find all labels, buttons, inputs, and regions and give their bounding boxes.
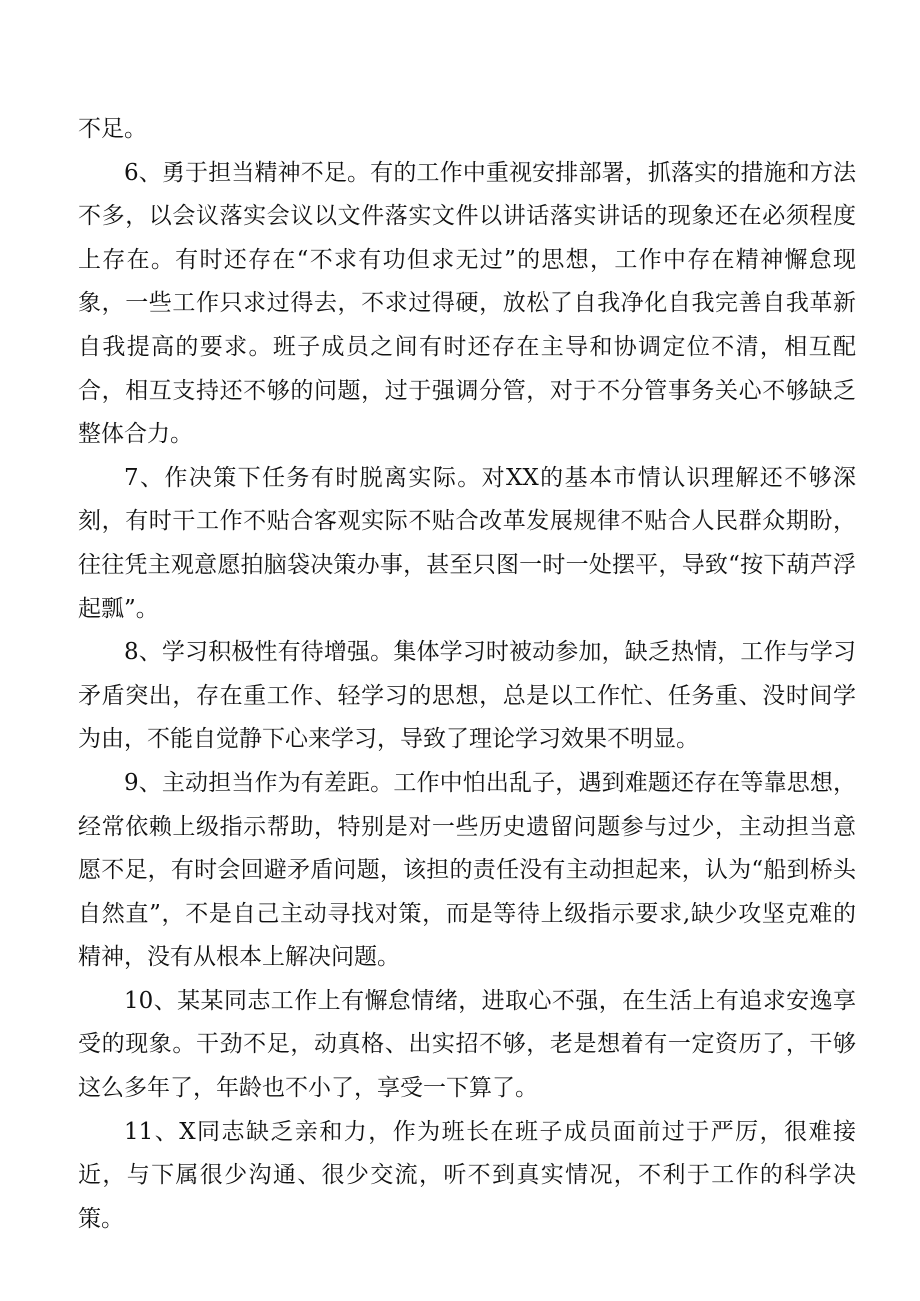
paragraph-continuation: 不足。 xyxy=(78,116,147,142)
paragraph-item-10: 10、某某同志工作上有懈怠情绪，进取心不强，在生活上有追求安逸享受的现象。干劲不足，动真格、出实招不够，老是想着有一定资历了，干够这么多年了，年龄也不小了，享受一下算了。 xyxy=(78,987,856,1102)
document-body xyxy=(78,108,856,1241)
paragraph-item-8: 8、学习积极性有待增强。集体学习时被动参加，缺乏热情，工作与学习矛盾突出，存在重工作、轻学习的思想，总是以工作忙、任务重、没时间学为由，不能自觉静下心来学习，导致了理论学习效果不明显。 xyxy=(78,639,856,753)
paragraph-item-6: 6、勇于担当精神不足。有的工作中重视安排部署，抓落实的措施和方法不多，以会议落实会议以文件落实文件以讲话落实讲话的现象还在必须程度上存在。有时还存在“不求有功但求无过”的思想，工作中存在精神懈怠现象，一些工作只求过得去，不求过得硬，放松了自我净化自我完善自我革新自我提高的要求。班子成员之间有时还存在主导和协调定位不清，相互配合，相互支持还不够的问题，过于强调分管，对于不分管事务关心不够缺乏整体合力。 xyxy=(78,159,856,448)
paragraph-item-9: 9、主动担当作为有差距。工作中怕出乱子，遇到难题还存在等靠思想，经常依赖上级指示帮助，特别是对一些历史遗留问题参与过少，主动担当意愿不足，有时会回避矛盾问题，该担的责任没有主动担起来，认为“船到桥头自然直”，不是自己主动寻找对策，而是等待上级指示要求,缺少攻坚克难的精神，没有从根本上解决问题。 xyxy=(78,769,856,971)
paragraph-item-7: 7、作决策下任务有时脱离实际。对XX的基本市情认识理解还不够深刻，有时干工作不贴合客观实际不贴合改革发展规律不贴合人民群众期盼，往往凭主观意愿拍脑袋决策办事，甚至只图一时一处摆平，导致“按下葫芦浮起瓢”。 xyxy=(78,464,856,622)
paragraph-item-11: 11、X同志缺乏亲和力，作为班长在班子成员面前过于严厉，很难接近，与下属很少沟通、很少交流，听不到真实情况，不利于工作的科学决策。 xyxy=(78,1118,856,1232)
